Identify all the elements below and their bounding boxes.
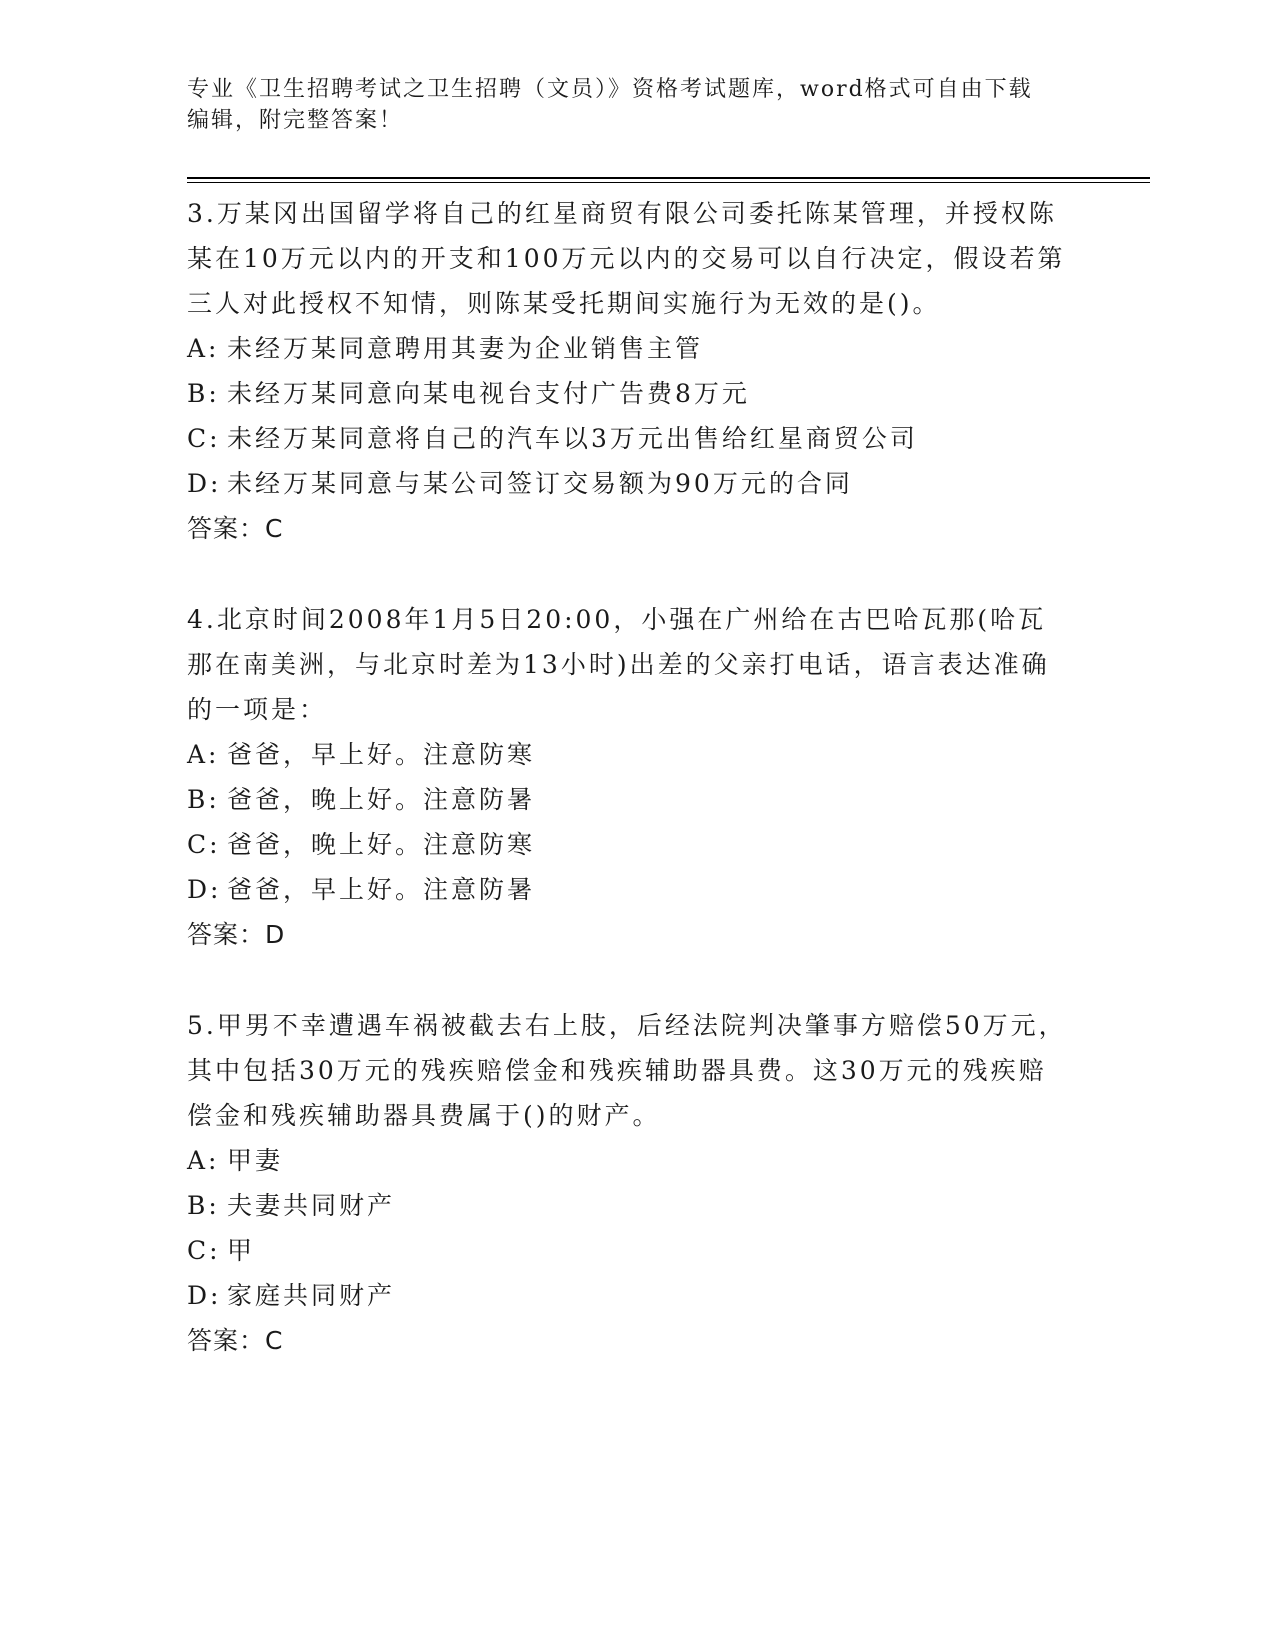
question-4 bbox=[187, 597, 1087, 957]
option-key: D: bbox=[187, 1281, 222, 1310]
answer-line: 答案：C bbox=[187, 514, 284, 543]
option-a bbox=[187, 732, 1087, 777]
option-text: 爸爸，晚上好。注意防暑 bbox=[227, 785, 536, 814]
option-key: D: bbox=[187, 875, 222, 904]
option-b bbox=[187, 1183, 1087, 1228]
option-b bbox=[187, 777, 1087, 822]
option-text: 夫妻共同财产 bbox=[227, 1191, 396, 1220]
option-text: 甲 bbox=[227, 1236, 256, 1265]
option-key: B: bbox=[187, 379, 220, 408]
question-text: 5.甲男不幸遭遇车祸被截去右上肢，后经法院判决肇事方赔偿50万元，其中包括30万元的残疾赔偿金和残疾辅助器具费。这30万元的残疾赔偿金和残疾辅助器具费属于()的财产。 bbox=[187, 1011, 1067, 1130]
header-line-2: 编辑，附完整答案！ bbox=[187, 108, 404, 133]
question-5 bbox=[187, 1003, 1087, 1363]
option-key: D: bbox=[187, 469, 222, 498]
option-d bbox=[187, 1273, 1087, 1318]
option-text: 未经万某同意将自己的汽车以3万元出售给红星商贸公司 bbox=[227, 424, 918, 453]
option-text: 未经万某同意与某公司签订交易额为90万元的合同 bbox=[227, 469, 853, 498]
option-key: A: bbox=[187, 1146, 220, 1175]
option-text: 爸爸，早上好。注意防寒 bbox=[227, 740, 536, 769]
question-text: 3.万某冈出国留学将自己的红星商贸有限公司委托陈某管理，并授权陈某在10万元以内的开支和100万元以内的交易可以自行决定，假设若第三人对此授权不知情，则陈某受托期间实施行为无效的是()。 bbox=[187, 199, 1066, 318]
option-key: C: bbox=[187, 424, 221, 453]
option-d bbox=[187, 867, 1087, 912]
option-key: B: bbox=[187, 785, 220, 814]
question-text: 4.北京时间2008年1月5日20:00，小强在广州给在古巴哈瓦那(哈瓦那在南美洲，与北京时差为13小时)出差的父亲打电话，语言表达准确的一项是： bbox=[187, 605, 1050, 724]
option-key: C: bbox=[187, 830, 221, 859]
option-text: 未经万某同意向某电视台支付广告费8万元 bbox=[227, 379, 750, 408]
question-list bbox=[187, 191, 1087, 1409]
header-line-1: 专业《卫生招聘考试之卫生招聘（文员）》资格考试题库，word格式可自由下载 bbox=[187, 77, 1033, 102]
option-c bbox=[187, 1228, 1087, 1273]
option-text: 未经万某同意聘用其妻为企业销售主管 bbox=[227, 334, 704, 363]
option-d bbox=[187, 461, 1087, 506]
option-key: A: bbox=[187, 740, 220, 769]
answer-line: 答案：D bbox=[187, 920, 286, 949]
option-c bbox=[187, 822, 1087, 867]
document-header bbox=[187, 74, 1067, 136]
option-text: 家庭共同财产 bbox=[227, 1281, 396, 1310]
option-key: A: bbox=[187, 334, 220, 363]
option-key: C: bbox=[187, 1236, 221, 1265]
option-text: 甲妻 bbox=[227, 1146, 284, 1175]
header-divider-thick bbox=[187, 177, 1150, 179]
option-a bbox=[187, 326, 1087, 371]
question-3 bbox=[187, 191, 1087, 551]
answer-line: 答案：C bbox=[187, 1326, 284, 1355]
option-b bbox=[187, 371, 1087, 416]
option-c bbox=[187, 416, 1087, 461]
option-text: 爸爸，晚上好。注意防寒 bbox=[227, 830, 536, 859]
option-text: 爸爸，早上好。注意防暑 bbox=[227, 875, 536, 904]
option-a bbox=[187, 1138, 1087, 1183]
option-key: B: bbox=[187, 1191, 220, 1220]
header-divider-thin bbox=[187, 182, 1150, 183]
